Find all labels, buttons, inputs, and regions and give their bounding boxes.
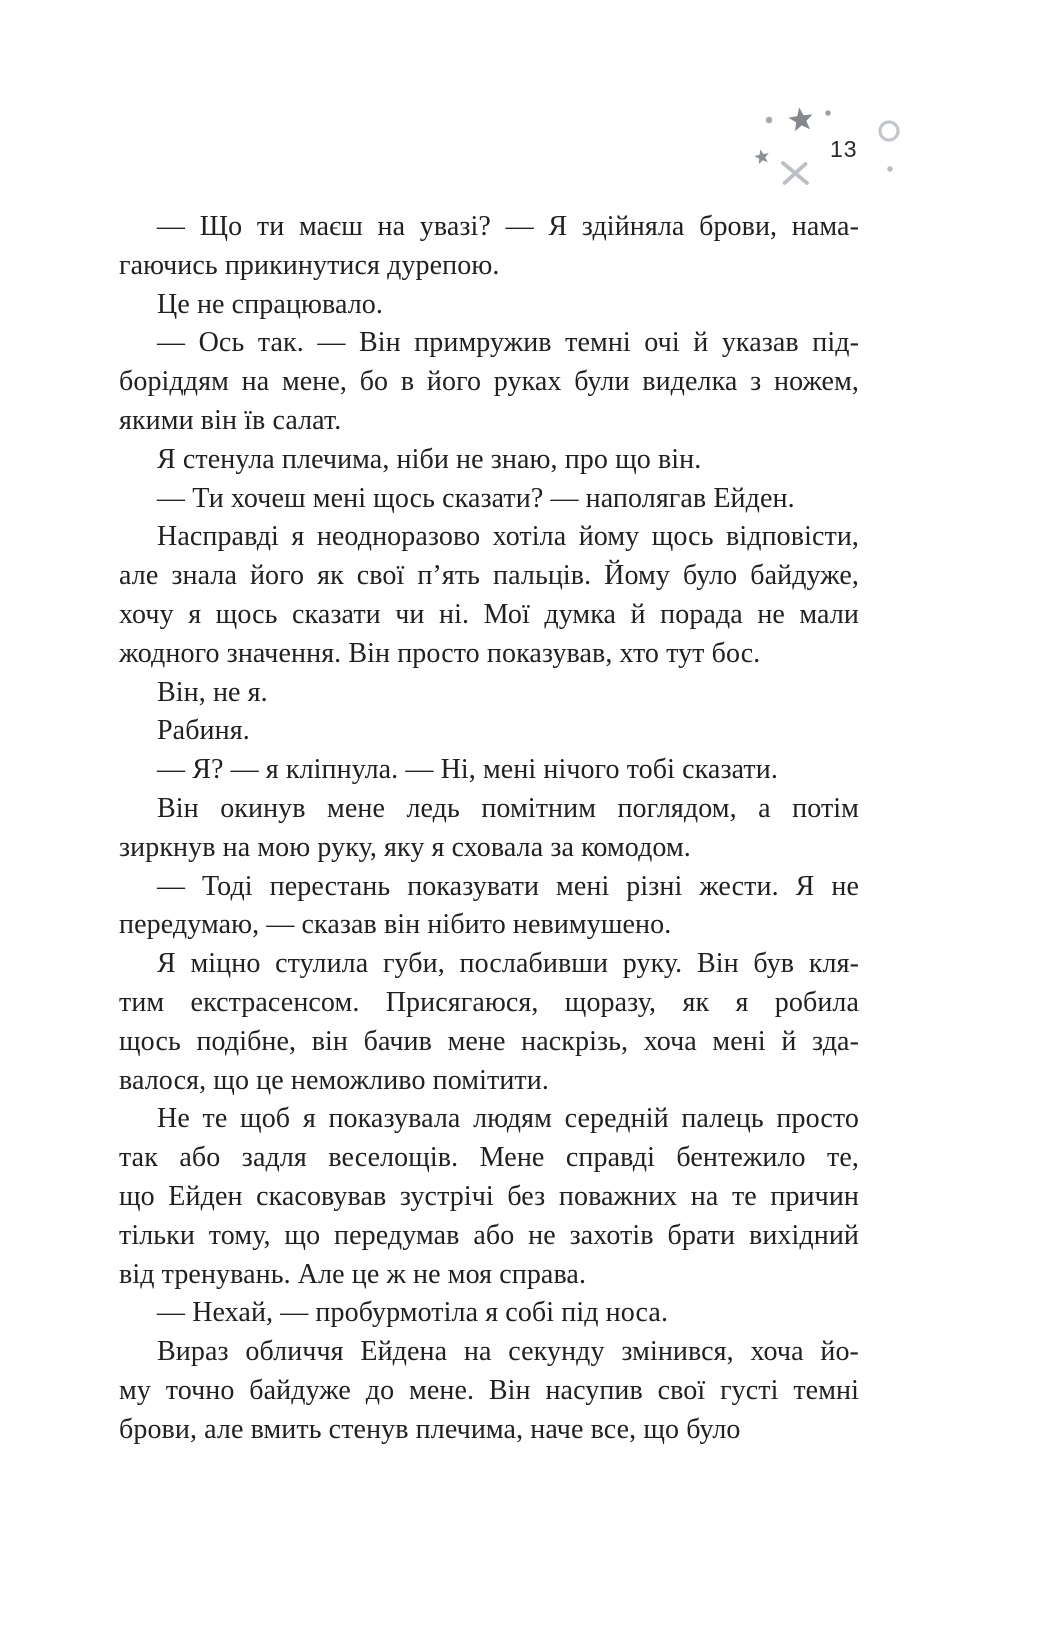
text-line: Я стенула плечима, ніби не знаю, про що він.	[157, 443, 702, 475]
text-line: але знала його як свої п’ять пальців. Йому було байдуже,	[119, 560, 859, 592]
text-line: — Що ти маєш на увазі? — Я здійняла брови, нама-	[157, 211, 859, 242]
circle-ring-icon	[880, 122, 898, 140]
paragraph	[119, 518, 859, 673]
text-line: Рабиня.	[157, 715, 250, 747]
text-line: валося, що це неможливо помітити.	[119, 1064, 549, 1096]
paragraph	[119, 286, 859, 325]
paragraph	[119, 1333, 859, 1449]
text-line: від тренувань. Але це ж не моя справа.	[119, 1258, 587, 1290]
paragraph	[119, 712, 859, 751]
text-line: жодного значення. Він просто показував, хто тут бос.	[119, 637, 761, 669]
paragraph	[119, 1294, 859, 1333]
text-line: тим екстрасенсом. Присягаюся, щоразу, як я робила	[119, 986, 859, 1018]
text-line: Він, не я.	[157, 676, 268, 708]
text-line: гаючись прикинутися дурепою.	[119, 249, 500, 281]
text-line: що Ейден скасовував зустрічі без поважних на те причин	[119, 1180, 859, 1212]
paragraph	[119, 790, 859, 868]
cross-sparkle-icon	[783, 163, 807, 183]
text-line: брови, але вмить стенув плечима, наче все, що було	[119, 1413, 741, 1445]
text-line: Він окинув мене ледь помітним поглядом, а потім	[157, 792, 859, 824]
star-large-icon	[787, 106, 814, 132]
star-small-icon	[753, 148, 770, 165]
text-line: Це не спрацювало.	[157, 288, 384, 320]
text-line: — Ти хочеш мені щось сказати? — наполягав Ейден.	[157, 482, 795, 514]
text-line: так або задля веселощів. Мене справді бентежило те,	[119, 1142, 859, 1174]
text-line: боріддям на мене, бо в його руках були виделка з ножем,	[119, 366, 859, 398]
paragraph	[119, 441, 859, 480]
text-line: Насправді я неодноразово хотіла йому щось відповісти,	[157, 521, 859, 553]
paragraph	[119, 480, 859, 519]
text-block	[119, 208, 859, 1450]
text-line: Не те щоб я показувала людям середній палець просто	[157, 1103, 859, 1135]
dot-icon	[825, 110, 831, 116]
paragraph	[119, 208, 859, 286]
paragraph	[119, 674, 859, 713]
text-line: Вираз обличчя Ейдена на секунду змінився, хоча йо-	[157, 1336, 859, 1368]
text-line: Я міцно стулила губи, послабивши руку. Він був кля-	[157, 948, 859, 980]
dot-icon	[887, 166, 893, 172]
dot-icon	[766, 117, 773, 124]
text-line: щось подібне, він бачив мене наскрізь, хоча мені й зда-	[119, 1025, 859, 1057]
paragraph	[119, 751, 859, 790]
text-line: тільки тому, що передумав або не захотів брати вихідний	[119, 1219, 859, 1251]
text-line: — Тоді перестань показувати мені різні жести. Я не	[157, 870, 859, 902]
paragraph	[119, 324, 859, 440]
paragraph	[119, 945, 859, 1100]
text-line: якими він їв салат.	[119, 404, 342, 436]
paragraph	[119, 1100, 859, 1294]
page-number: 13	[830, 136, 858, 162]
text-line: хочу я щось сказати чи ні. Мої думка й порада не мали	[119, 598, 859, 630]
text-line: — Нехай, — пробурмотіла я собі під носа.	[157, 1297, 669, 1329]
text-line: передумаю, — сказав він нібито невимушено.	[119, 909, 672, 941]
text-line: зиркнув на мою руку, яку я сховала за комодом.	[119, 831, 691, 863]
text-line: — Ось так. — Він примружив темні очі й указав під-	[157, 327, 859, 359]
text-line: му точно байдуже до мене. Він насупив свої густі темні	[119, 1374, 859, 1406]
paragraph	[119, 868, 859, 946]
text-line: — Я? — я кліпнула. — Ні, мені нічого тобі сказати.	[157, 754, 778, 786]
